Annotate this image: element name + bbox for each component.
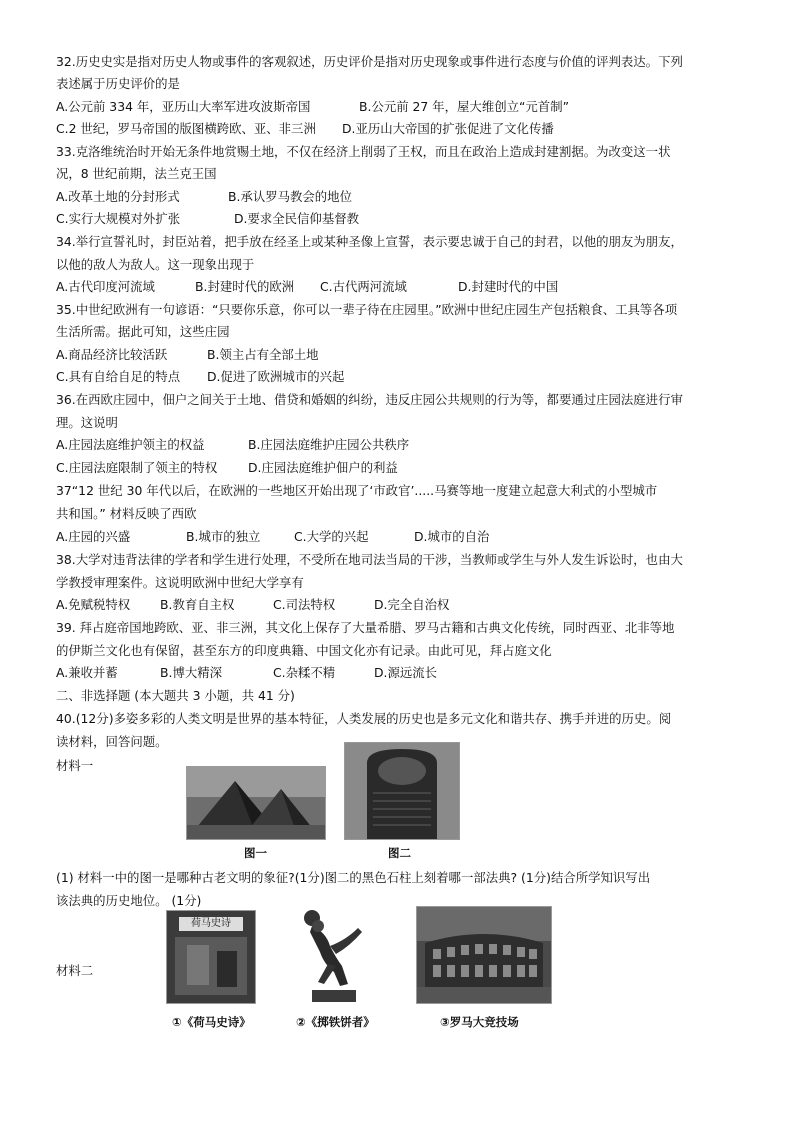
question-40-stem-line1: 40.(12分)多姿多彩的人类文明是世界的基本特征，人类发展的历史也是多元文化和谐共存、携手并进的历史。阅 — [56, 711, 672, 726]
option-d[interactable]: D.完全自治权 — [374, 597, 450, 612]
question-36-stem-line1: 36.在西欧庄园中，佃户之间关于土地、借贷和婚姻的纠纷，违反庄园公共规则的行为等，都要通过庄园法庭进行审 — [56, 392, 683, 407]
question-33-stem-line2: 况，8 世纪前期，法兰克王国 — [56, 166, 217, 181]
book-title-label: 荷马史诗 — [179, 917, 243, 931]
option-c[interactable]: C.杂糅不精 — [273, 665, 336, 680]
question-38-stem-line2: 学教授审理案件。这说明欧洲中世纪大学享有 — [56, 575, 304, 590]
option-d[interactable]: D.城市的自治 — [414, 529, 490, 544]
question-38-stem-line1: 38.大学对违背法律的学者和学生进行处理，不受所在地司法当局的干涉，当教师或学生与外人发生诉讼时，也由大 — [56, 552, 683, 567]
option-b[interactable]: B.庄园法庭维护庄园公共秩序 — [248, 437, 410, 452]
question-32-stem-line1: 32.历史史实是指对历史人物或事件的客观叙述，历史评价是指对历史现象或事件进行态度与价值的评判表达。下列 — [56, 54, 683, 69]
option-a[interactable]: A.改革土地的分封形式 — [56, 189, 180, 204]
question-39-stem-line1: 39. 拜占庭帝国地跨欧、亚、非三洲，其文化上保存了大量希腊、罗马古籍和古典文化传统，同时西亚、北非等地 — [56, 620, 675, 635]
question-37-stem-line1: 37“12 世纪 30 年代以后，在欧洲的一些地区开始出现了‘市政官’.....马赛等地一度建立起意大利式的小型城市 — [56, 483, 658, 498]
question-37-stem-line2: 共和国。” 材料反映了西欧 — [56, 506, 197, 521]
option-b[interactable]: B.城市的独立 — [186, 529, 261, 544]
material-1-label: 材料一 — [56, 758, 94, 773]
homer-epic-image — [166, 910, 256, 1004]
question-34-stem-line1: 34.举行宣誓礼时，封臣站着，把手放在经圣上或某种圣像上宣誓，表示要忠诚于自己的封君，以他的朋友为朋友， — [56, 234, 683, 249]
option-d[interactable]: D.要求全民信仰基督教 — [234, 211, 359, 226]
option-a[interactable]: A.古代印度河流域 — [56, 279, 155, 294]
discobolus-image — [296, 906, 368, 1006]
option-a[interactable]: A.兼收并蓄 — [56, 665, 118, 680]
option-d[interactable]: D.促进了欧洲城市的兴起 — [207, 369, 345, 384]
sub-question-1-line2: 该法典的历史地位。 (1分) — [56, 893, 202, 908]
option-b[interactable]: B.公元前 27 年，屋大维创立“元首制” — [359, 99, 569, 114]
image-c-caption: ③罗马大竞技场 — [440, 1015, 519, 1029]
option-a[interactable]: A.庄园的兴盛 — [56, 529, 131, 544]
section-heading: 二、非选择题 (本大题共 3 小题，共 41 分) — [56, 688, 295, 703]
figure-1-caption: 图一 — [244, 846, 267, 860]
colosseum-image — [416, 906, 552, 1004]
option-c[interactable]: C.司法特权 — [273, 597, 336, 612]
option-b[interactable]: B.教育自主权 — [160, 597, 235, 612]
image-b-caption: ②《掷铁饼者》 — [296, 1015, 375, 1029]
question-34-stem-line2: 以他的敌人为敌人。这一现象出现于 — [56, 257, 255, 272]
option-d[interactable]: D.亚历山大帝国的扩张促进了文化传播 — [342, 121, 554, 136]
option-a[interactable]: A.公元前 334 年，亚历山大率军进攻波斯帝国 — [56, 99, 311, 114]
question-35-stem-line1: 35.中世纪欧洲有一句谚语：“只要你乐意，你可以一辈子待在庄园里。”欧洲中世纪庄园生产包括粮食、工具等各项 — [56, 302, 678, 317]
question-32-stem-line2: 表述属于历史评价的是 — [56, 76, 180, 91]
option-d[interactable]: D.源远流长 — [374, 665, 438, 680]
option-b[interactable]: B.博大精深 — [160, 665, 223, 680]
option-a[interactable]: A.庄园法庭维护领主的权益 — [56, 437, 205, 452]
figure-2-caption: 图二 — [388, 846, 411, 860]
option-c[interactable]: C.具有自给自足的特点 — [56, 369, 181, 384]
option-c[interactable]: C.庄园法庭限制了领主的特权 — [56, 460, 218, 475]
stele-image — [344, 742, 460, 840]
question-35-stem-line2: 生活所需。据此可知，这些庄园 — [56, 324, 230, 339]
option-c[interactable]: C.古代两河流域 — [320, 279, 407, 294]
question-39-stem-line2: 的伊斯兰文化也有保留，甚至东方的印度典籍、中国文化亦有记录。由此可见，拜占庭文化 — [56, 643, 552, 658]
option-b[interactable]: B.领主占有全部土地 — [207, 347, 319, 362]
option-b[interactable]: B.承认罗马教会的地位 — [228, 189, 352, 204]
option-c[interactable]: C.2 世纪，罗马帝国的版图横跨欧、亚、非三洲 — [56, 121, 316, 136]
question-33-stem-line1: 33.克洛维统治时开始无条件地赏赐土地，不仅在经济上削弱了王权，而且在政治上造成封建割据。为改变这一状 — [56, 144, 671, 159]
option-a[interactable]: A.免赋税特权 — [56, 597, 131, 612]
material-2-label: 材料二 — [56, 963, 94, 978]
image-a-caption: ①《荷马史诗》 — [172, 1015, 251, 1029]
option-d[interactable]: D.庄园法庭维护佃户的利益 — [248, 460, 398, 475]
option-c[interactable]: C.实行大规模对外扩张 — [56, 211, 181, 226]
pyramids-image — [186, 766, 326, 840]
option-a[interactable]: A.商品经济比较活跃 — [56, 347, 168, 362]
option-c[interactable]: C.大学的兴起 — [294, 529, 369, 544]
option-d[interactable]: D.封建时代的中国 — [458, 279, 559, 294]
question-36-stem-line2: 理。这说明 — [56, 415, 118, 430]
option-b[interactable]: B.封建时代的欧洲 — [195, 279, 295, 294]
question-40-stem-line2: 读材料，回答问题。 — [56, 734, 168, 749]
sub-question-1-line1: (1) 材料一中的图一是哪种古老文明的象征?(1分)图二的黑色石柱上刻着哪一部法典? (1分)结合所学知识写出 — [56, 870, 651, 885]
